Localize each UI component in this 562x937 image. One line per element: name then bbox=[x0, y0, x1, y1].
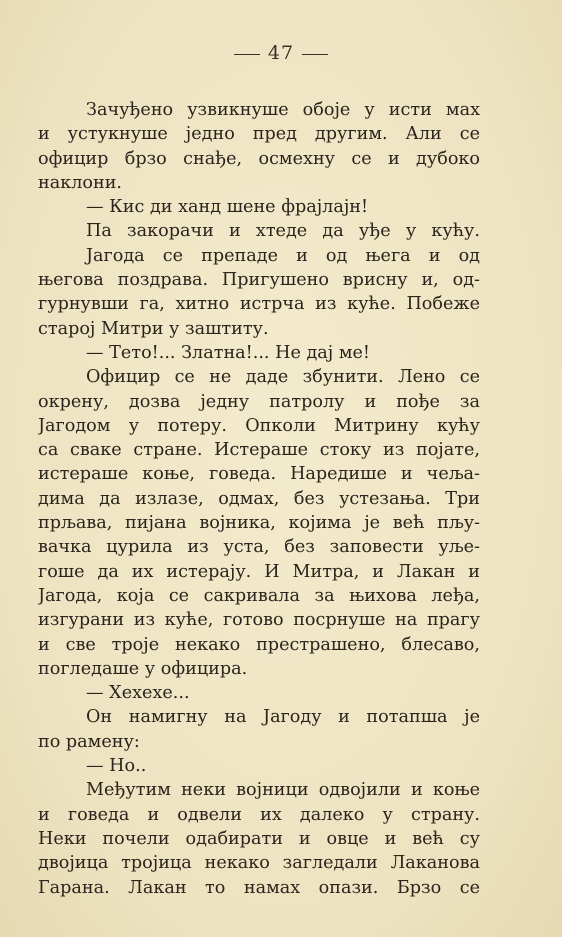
page-number bbox=[0, 42, 562, 64]
page-number-dash-left bbox=[234, 54, 260, 55]
text-line: вачка цурила из уста, без заповести уље- bbox=[38, 537, 480, 558]
text-line: Гарана. Лакан то намах опази. Брзо се bbox=[38, 877, 480, 898]
page-number-dash-right bbox=[302, 54, 328, 55]
text-line: — Но.. bbox=[86, 756, 147, 777]
text-line: Неки почели одабирати и овце и већ су bbox=[38, 828, 480, 849]
text-line: Међутим неки војници одвојили и коње bbox=[86, 780, 480, 801]
text-line: двојица тројица некако загледали Лаканова bbox=[38, 853, 480, 874]
text-line: Па закорачи и хтеде да уђе у кућу. bbox=[86, 221, 480, 242]
text-line: — Тето!... Златна!... Не дај ме! bbox=[86, 342, 370, 363]
text-line: погледаше у официра. bbox=[38, 658, 248, 679]
text-line: — Хехехе... bbox=[86, 683, 190, 704]
text-line: Он намигну на Јагоду и потапша је bbox=[86, 707, 480, 728]
text-line: његова поздрава. Пригушено врисну и, од- bbox=[38, 270, 480, 291]
text-line: наклони. bbox=[38, 172, 123, 193]
text-line: старој Митри у заштиту. bbox=[38, 318, 269, 339]
text-line: Зачуђено узвикнуше обоје у исти мах bbox=[86, 100, 480, 120]
text-line: Официр се не даде збунити. Лено се bbox=[86, 367, 480, 388]
text-line: изгурани из куће, готово посрнуше на прагу bbox=[38, 610, 480, 631]
text-line: Јагодом у потеру. Опколи Митрину кућу bbox=[38, 415, 480, 436]
body-text bbox=[38, 98, 480, 900]
text-line: и све троје некако престрашено, блесаво, bbox=[38, 634, 480, 655]
text-line: и устукнуше једно пред другим. Али се bbox=[38, 124, 480, 145]
text-line: истераше коње, говеда. Наредише и чеља- bbox=[38, 464, 480, 485]
text-line: и говеда и одвели их далеко у страну. bbox=[38, 804, 480, 825]
page-number-value: 47 bbox=[267, 42, 295, 64]
text-line: дима да излазе, одмах, без устезања. Три bbox=[38, 488, 480, 509]
text-line: гоше да их истерају. И Митра, и Лакан и bbox=[38, 561, 480, 582]
text-line: са сваке стране. Истераше стоку из појате, bbox=[38, 440, 480, 461]
text-line: официр брзо снађе, осмехну се и дубоко bbox=[38, 148, 480, 169]
text-line: прљава, пијана војника, којима је већ пљу- bbox=[38, 513, 480, 534]
text-line: окрену, дозва једну патролу и пође за bbox=[38, 391, 480, 412]
text-line: Јагода се препаде и од њега и од bbox=[86, 245, 480, 266]
text-line: — Кис ди ханд шене фрајлајн! bbox=[86, 197, 369, 218]
text-line: Јагода, која се сакривала за њихова леђа, bbox=[38, 585, 480, 606]
text-line: по рамену: bbox=[38, 731, 140, 752]
text-line: гурнувши га, хитно истрча из куће. Побеже bbox=[38, 294, 480, 315]
